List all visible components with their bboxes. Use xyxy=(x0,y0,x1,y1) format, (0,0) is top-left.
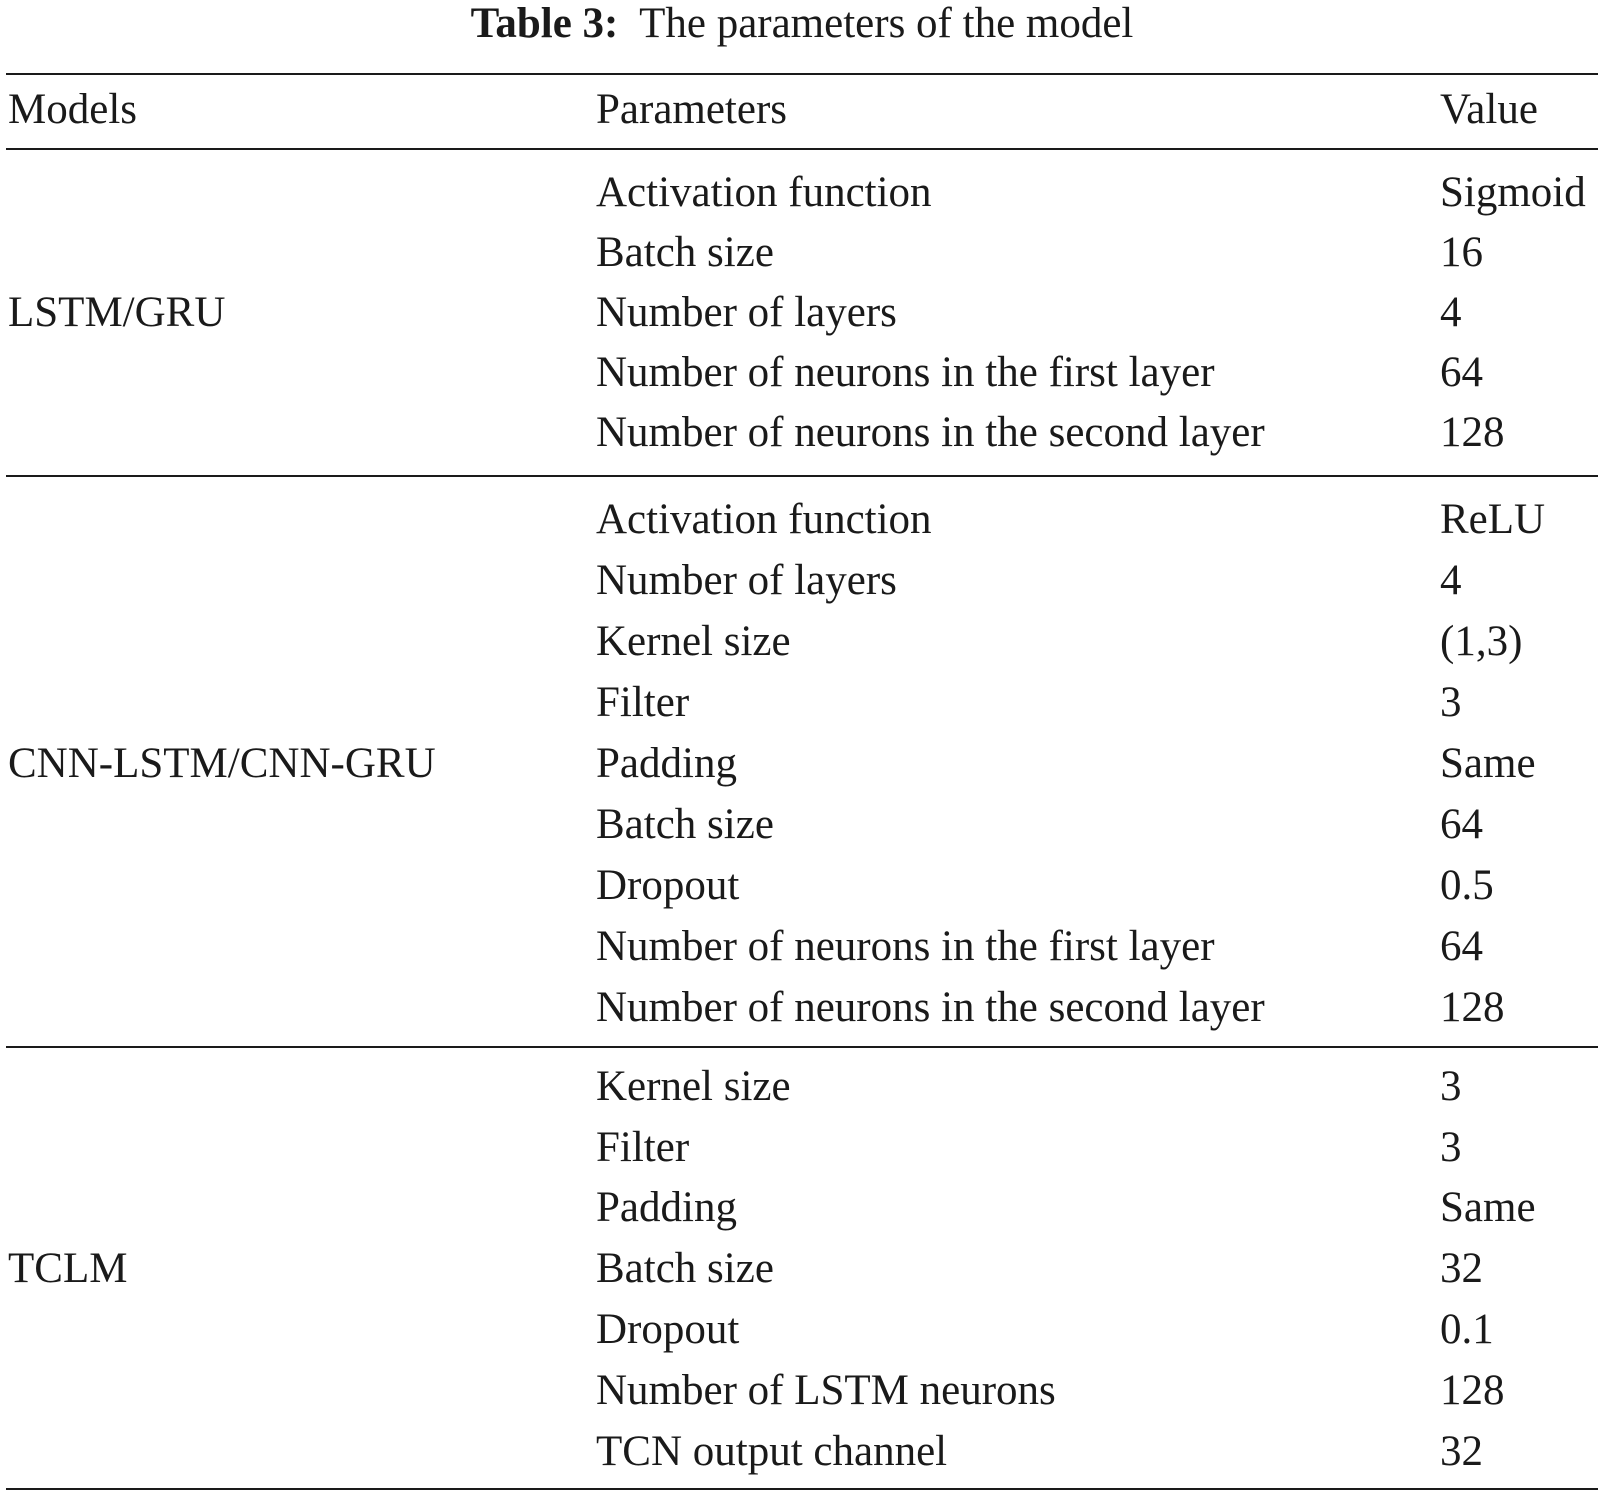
parameter-name: Number of LSTM neurons xyxy=(596,1367,1056,1414)
parameter-name: Padding xyxy=(596,1184,737,1231)
parameter-name: Dropout xyxy=(596,1306,740,1353)
parameter-name: Batch size xyxy=(596,801,774,848)
parameter-name: Number of neurons in the second layer xyxy=(596,409,1265,456)
parameter-value: Same xyxy=(1440,740,1536,787)
parameter-value: 3 xyxy=(1440,1124,1462,1171)
top-rule xyxy=(6,73,1598,75)
group-rule xyxy=(6,1046,1598,1048)
parameter-value: 3 xyxy=(1440,679,1462,726)
parameter-name: Activation function xyxy=(596,169,932,216)
model-name: CNN-LSTM/CNN-GRU xyxy=(8,740,436,787)
parameter-value: Sigmoid xyxy=(1440,169,1586,216)
parameter-name: Number of neurons in the first layer xyxy=(596,349,1215,396)
parameter-value: 0.5 xyxy=(1440,862,1494,909)
caption-text: The parameters of the model xyxy=(639,0,1134,47)
parameter-value: 64 xyxy=(1440,923,1483,970)
parameter-value: Same xyxy=(1440,1184,1536,1231)
parameter-value: 64 xyxy=(1440,349,1483,396)
parameter-name: Batch size xyxy=(596,1245,774,1292)
parameter-value: 128 xyxy=(1440,1367,1505,1414)
parameter-name: Number of neurons in the first layer xyxy=(596,923,1215,970)
parameter-value: 0.1 xyxy=(1440,1306,1494,1353)
parameter-value: 4 xyxy=(1440,289,1462,336)
parameter-name: Number of layers xyxy=(596,289,897,336)
parameter-name: Kernel size xyxy=(596,618,791,665)
parameter-name: Dropout xyxy=(596,862,740,909)
header-models: Models xyxy=(8,86,137,133)
parameter-value: 32 xyxy=(1440,1245,1483,1292)
parameter-name: Number of neurons in the second layer xyxy=(596,984,1265,1031)
model-name: TCLM xyxy=(8,1245,128,1292)
parameter-value: ReLU xyxy=(1440,496,1546,543)
parameter-name: Padding xyxy=(596,740,737,787)
header-rule xyxy=(6,148,1598,150)
bottom-rule xyxy=(6,1488,1598,1490)
parameter-value: (1,3) xyxy=(1440,618,1523,665)
parameter-value: 32 xyxy=(1440,1428,1483,1475)
header-value: Value xyxy=(1440,86,1538,133)
parameter-name: Kernel size xyxy=(596,1063,791,1110)
parameter-name: TCN output channel xyxy=(596,1428,948,1475)
caption-label: Table 3: xyxy=(470,0,619,47)
parameter-name: Activation function xyxy=(596,496,932,543)
header-parameters: Parameters xyxy=(596,86,788,133)
parameter-value: 128 xyxy=(1440,409,1505,456)
parameter-value: 16 xyxy=(1440,229,1483,276)
parameter-value: 3 xyxy=(1440,1063,1462,1110)
model-name: LSTM/GRU xyxy=(8,289,226,336)
parameter-value: 128 xyxy=(1440,984,1505,1031)
parameter-name: Filter xyxy=(596,1124,690,1171)
parameter-name: Batch size xyxy=(596,229,774,276)
parameter-name: Filter xyxy=(596,679,690,726)
parameter-name: Number of layers xyxy=(596,557,897,604)
parameter-value: 64 xyxy=(1440,801,1483,848)
parameter-value: 4 xyxy=(1440,557,1462,604)
group-rule xyxy=(6,475,1598,477)
table-caption xyxy=(0,0,1604,48)
